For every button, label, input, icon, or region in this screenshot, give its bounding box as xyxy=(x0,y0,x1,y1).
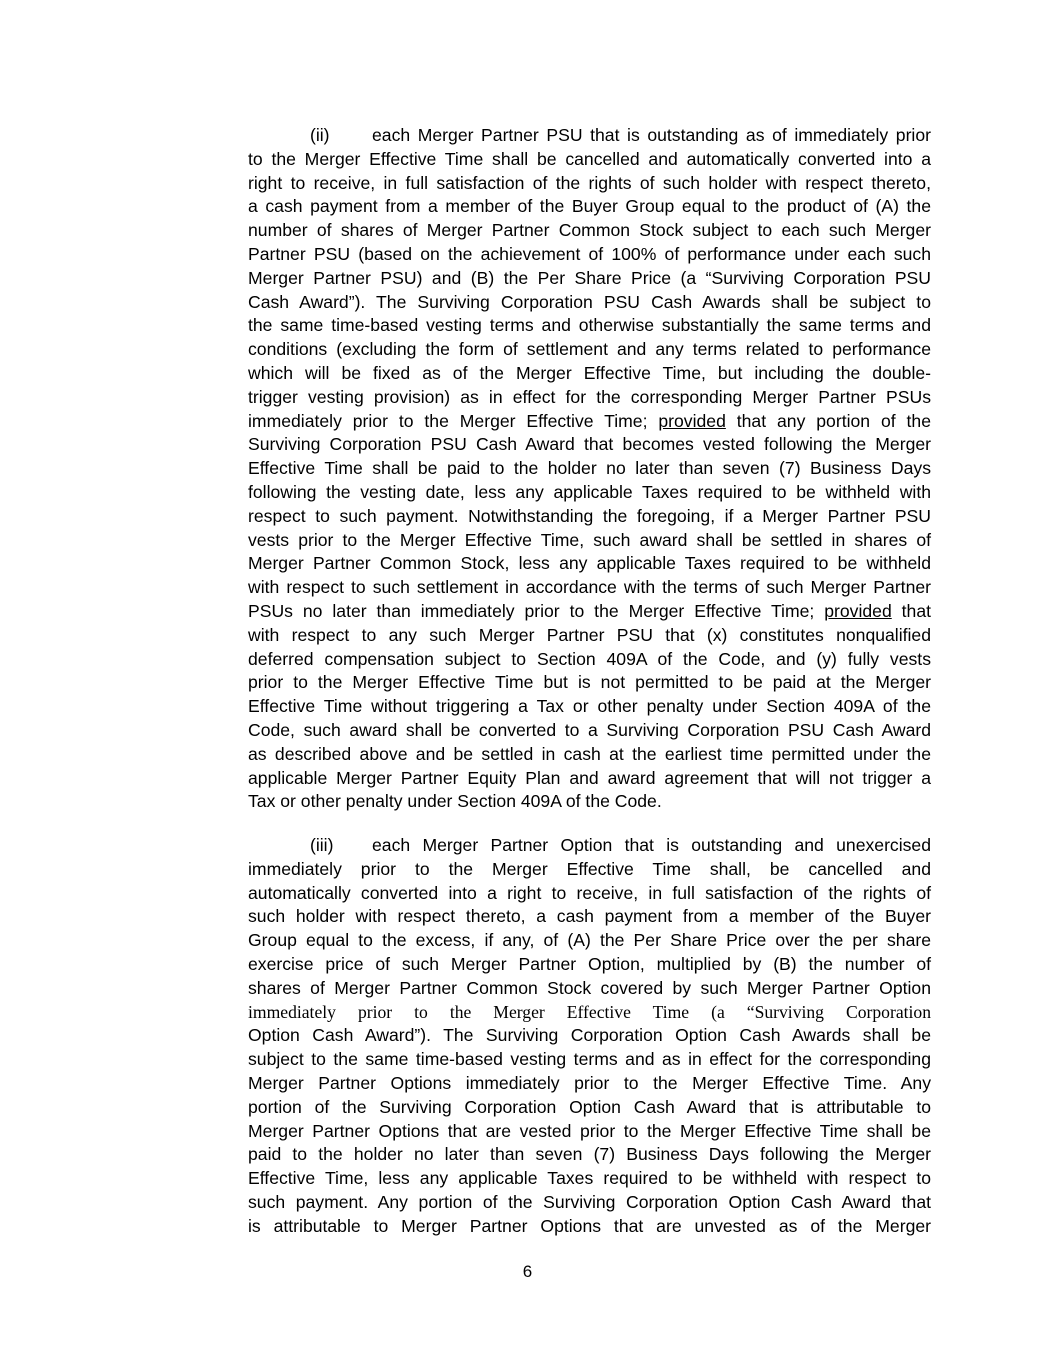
paragraph-line xyxy=(248,834,931,858)
paragraph-line: exercise price of such Merger Partner Option, multiplied by (B) the number of xyxy=(248,953,931,974)
paragraph-line: Merger Partner Options immediately prior to the Merger Effective Time. Any xyxy=(248,1072,931,1093)
paragraph-line: a cash payment from a member of the Buyer Group equal to the product of (A) the xyxy=(248,196,931,217)
paragraph-line: Code, such award shall be converted to a Surviving Corporation PSU Cash Award xyxy=(248,719,931,740)
paragraph-line: Group equal to the excess, if any, of (A) the Per Share Price over the per share xyxy=(248,930,931,951)
paragraph-line: Cash Award”). The Surviving Corporation PSU Cash Awards shall be subject to xyxy=(248,291,931,312)
paragraph-line: is attributable to Merger Partner Options that are unvested as of the Merger xyxy=(248,1215,931,1236)
paragraph-line: subject to the same time-based vesting terms and as in effect for the corresponding xyxy=(248,1049,931,1070)
paragraph-line: Effective Time, less any applicable Taxes required to be withheld with respect to xyxy=(248,1168,931,1189)
paragraph-line: immediately prior to the Merger Effective Time; provided that any portion of the xyxy=(248,410,931,431)
paragraph-line: Merger Partner Options that are vested prior to the Merger Effective Time shall be xyxy=(248,1120,931,1141)
paragraph-line: Tax or other penalty under Section 409A of the Code. xyxy=(248,791,662,812)
paragraph-line: Partner PSU (based on the achievement of 100% of performance under each such xyxy=(248,243,931,264)
paragraph-line: such payment. Any portion of the Surviving Corporation Option Cash Award that xyxy=(248,1191,931,1212)
paragraph-line: Option Cash Award”). The Surviving Corporation Option Cash Awards shall be xyxy=(248,1025,931,1046)
paragraph-line: following the vesting date, less any applicable Taxes required to be withheld with xyxy=(248,481,931,502)
paragraph-line xyxy=(248,124,931,148)
paragraph-line: Merger Partner PSU) and (B) the Per Share Price (a “Surviving Corporation PSU xyxy=(248,267,931,288)
paragraph-line: paid to the holder no later than seven (7) Business Days following the Merger xyxy=(248,1144,931,1165)
paragraph-line: immediately prior to the Merger Effective Time shall, be cancelled and xyxy=(248,858,931,879)
paragraph-number: (iii) xyxy=(310,835,334,855)
paragraph-line: right to receive, in full satisfaction of the rights of such holder with respect thereto, xyxy=(248,172,931,193)
paragraph-line: number of shares of Merger Partner Common Stock subject to each such Merger xyxy=(248,220,931,241)
paragraph-line: shares of Merger Partner Common Stock covered by such Merger Partner Option xyxy=(248,977,931,998)
paragraph-line: such holder with respect thereto, a cash payment from a member of the Buyer xyxy=(248,906,931,927)
paragraph-line: with respect to such settlement in accordance with the terms of such Merger Partner xyxy=(248,577,931,598)
paragraph-ii xyxy=(248,124,931,814)
line-text: each Merger Partner Option that is outstanding and unexercised xyxy=(372,835,931,855)
paragraph-line: applicable Merger Partner Equity Plan and award agreement that will not trigger a xyxy=(248,767,931,788)
paragraph-line: Surviving Corporation PSU Cash Award that becomes vested following the Merger xyxy=(248,434,931,455)
page-number: 6 xyxy=(522,1262,533,1281)
paragraph-line: portion of the Surviving Corporation Option Cash Award that is attributable to xyxy=(248,1096,931,1117)
paragraph-line: trigger vesting provision) as in effect for the corresponding Merger Partner PSUs xyxy=(248,386,931,407)
paragraph-line: prior to the Merger Effective Time but is not permitted to be paid at the Merger xyxy=(248,672,931,693)
paragraph-line: the same time-based vesting terms and otherwise substantially the same terms and xyxy=(248,315,931,336)
paragraph-line: Merger Partner Common Stock, less any applicable Taxes required to be withheld xyxy=(248,553,931,574)
paragraph-line: which will be fixed as of the Merger Effective Time, but including the double- xyxy=(248,362,931,383)
paragraph-line: deferred compensation subject to Section 409A of the Code, and (y) fully vests xyxy=(248,648,931,669)
paragraph-line: respect to such payment. Notwithstanding the foregoing, if a Merger Partner PSU xyxy=(248,505,931,526)
paragraph-line: immediately prior to the Merger Effective Time (a “Surviving Corporation xyxy=(248,1001,931,1022)
paragraph-line: as described above and be settled in cash at the earliest time permitted under the xyxy=(248,743,931,764)
paragraph-line: conditions (excluding the form of settlement and any terms related to performance xyxy=(248,339,931,360)
line-text: each Merger Partner PSU that is outstanding as of immediately prior xyxy=(372,125,931,145)
paragraph-line: automatically converted into a right to receive, in full satisfaction of the rights of xyxy=(248,882,931,903)
paragraph-line: PSUs no later than immediately prior to the Merger Effective Time; provided that xyxy=(248,600,932,621)
paragraph-iii xyxy=(248,834,931,1239)
paragraph-line: with respect to any such Merger Partner PSU that (x) constitutes nonqualified xyxy=(248,624,931,645)
paragraph-line: vests prior to the Merger Effective Time, such award shall be settled in shares of xyxy=(248,529,931,550)
provided-term: provided xyxy=(824,600,892,621)
provided-term: provided xyxy=(658,410,726,431)
paragraph-line: Effective Time shall be paid to the holder no later than seven (7) Business Days xyxy=(248,458,931,479)
paragraph-number: (ii) xyxy=(310,125,330,145)
paragraph-line: to the Merger Effective Time shall be cancelled and automatically converted into a xyxy=(248,148,931,169)
paragraph-line: Effective Time without triggering a Tax or other penalty under Section 409A of the xyxy=(248,696,931,717)
